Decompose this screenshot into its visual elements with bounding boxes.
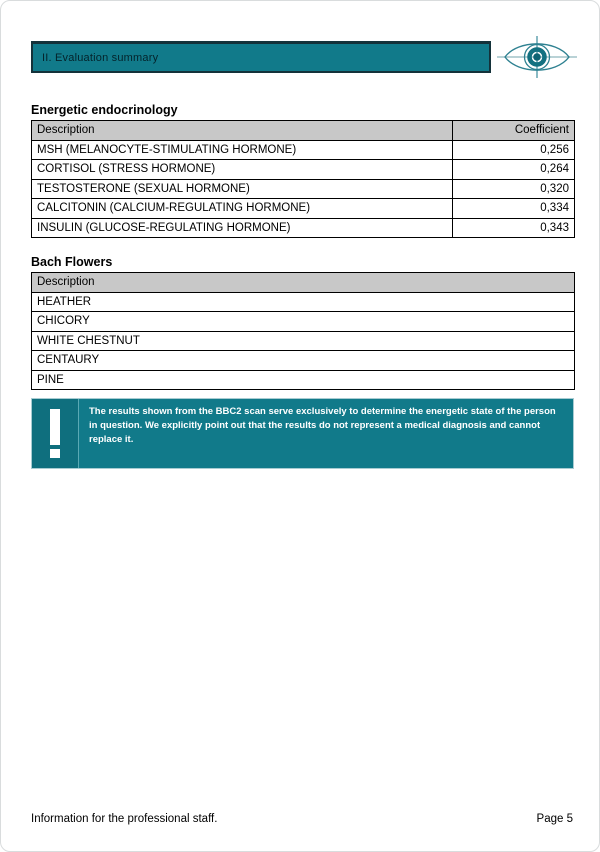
table-row (32, 160, 575, 180)
column-header-description: Description (32, 273, 575, 293)
table-row (32, 351, 575, 371)
description-cell: CHICORY (32, 312, 575, 332)
coefficient-cell: 0,343 (453, 218, 575, 238)
description-cell: MSH (MELANOCYTE-STIMULATING HORMONE) (32, 140, 453, 160)
eye-logo-icon (496, 34, 578, 80)
section-header-title: II. Evaluation summary (42, 51, 159, 64)
column-header-coefficient: Coefficient (453, 121, 575, 141)
exclamation-icon (32, 399, 79, 468)
coefficient-cell: 0,256 (453, 140, 575, 160)
exclamation-dot (50, 449, 60, 458)
description-cell: CORTISOL (STRESS HORMONE) (32, 160, 453, 180)
description-cell: PINE (32, 370, 575, 390)
endocrinology-table (31, 120, 575, 238)
bach-flowers-title: Bach Flowers (31, 255, 113, 269)
endocrinology-title: Energetic endocrinology (31, 103, 178, 117)
bach-flowers-table-body (32, 292, 575, 390)
description-cell: CENTAURY (32, 351, 575, 371)
table-header-row (32, 273, 575, 293)
column-header-description: Description (32, 121, 453, 141)
table-row (32, 199, 575, 219)
exclamation-bar (50, 409, 60, 445)
table-header-row (32, 121, 575, 141)
table-row (32, 370, 575, 390)
disclaimer-text: The results shown from the BBC2 scan serve exclusively to determine the energetic state of the person in question. We explicitly point out that the results do not represent a medical diagnosis and cannot replace it. (89, 406, 556, 445)
table-row (32, 292, 575, 312)
footer-info-text: Information for the professional staff. (31, 813, 218, 825)
table-row (32, 140, 575, 160)
description-cell: INSULIN (GLUCOSE-REGULATING HORMONE) (32, 218, 453, 238)
table-row (32, 312, 575, 332)
endocrinology-table-body (32, 140, 575, 238)
description-cell: WHITE CHESTNUT (32, 331, 575, 351)
coefficient-cell: 0,264 (453, 160, 575, 180)
coefficient-cell: 0,320 (453, 179, 575, 199)
description-cell: TESTOSTERONE (SEXUAL HORMONE) (32, 179, 453, 199)
table-row (32, 331, 575, 351)
page-footer (31, 813, 573, 825)
description-cell: CALCITONIN (CALCIUM-REGULATING HORMONE) (32, 199, 453, 219)
section-header-bar (31, 41, 491, 73)
disclaimer-notice (31, 398, 574, 469)
page-number: Page 5 (536, 813, 573, 825)
table-row (32, 179, 575, 199)
coefficient-cell: 0,334 (453, 199, 575, 219)
table-row (32, 218, 575, 238)
bach-flowers-table (31, 272, 575, 390)
header-row (31, 34, 578, 80)
description-cell: HEATHER (32, 292, 575, 312)
